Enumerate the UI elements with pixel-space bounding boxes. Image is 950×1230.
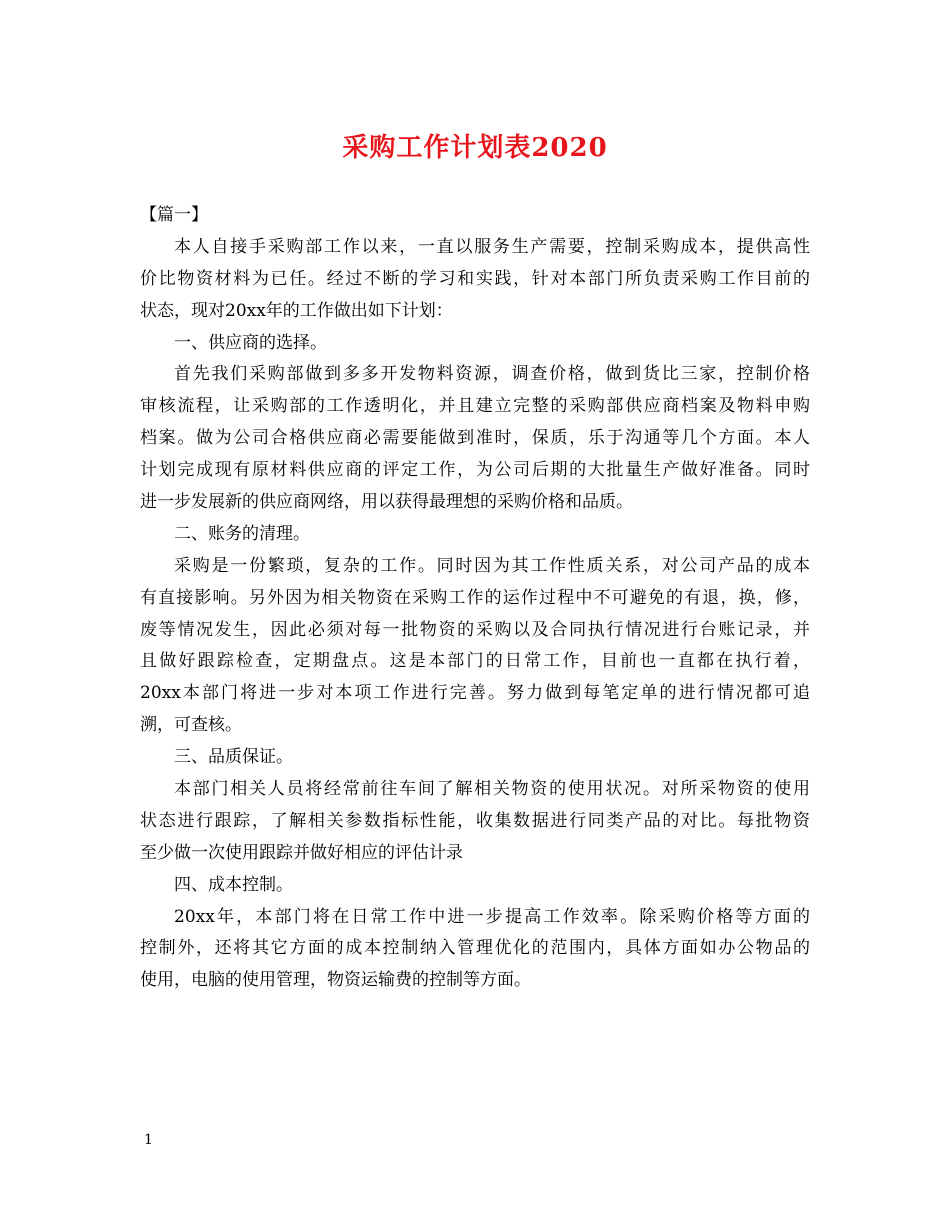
text-line: 至少做一次使用跟踪并做好相应的评估计录 — [140, 842, 463, 863]
text-line: 一、供应商的选择。 — [174, 332, 327, 353]
document-title: 采购工作计划表2020 — [342, 133, 608, 163]
text-line: 进一步发展新的供应商网络，用以获得最理想的采购价格和品质。 — [140, 492, 633, 513]
paragraph-lines — [140, 232, 810, 997]
text-line: 价比物资材料为已任。经过不断的学习和实践，针对本部门所负责采购工作目前的 — [140, 268, 810, 289]
text-line: 采购是一份繁琐，复杂的工作。同时因为其工作性质关系，对公司产品的成本 — [174, 555, 810, 576]
text-line: 三、品质保证。 — [174, 747, 293, 768]
text-line: 首先我们采购部做到多多开发物料资源，调查价格，做到货比三家，控制价格 — [174, 364, 810, 385]
text-line: 且做好跟踪检查，定期盘点。这是本部门的日常工作，目前也一直都在执行着， — [140, 651, 810, 672]
text-line: 20xx本部门将进一步对本项工作进行完善。努力做到每笔定单的进行情况都可追 — [140, 683, 810, 704]
section-tag: 【篇一】 — [140, 205, 208, 225]
document-body — [140, 200, 810, 997]
text-line: 有直接影响。另外因为相关物资在采购工作的运作过程中不可避免的有退，换，修， — [140, 587, 810, 608]
text-line: 溯，可查核。 — [140, 715, 242, 736]
text-line: 控制外，还将其它方面的成本控制纳入管理优化的范围内，具体方面如办公物品的 — [140, 938, 810, 959]
text-line: 废等情况发生，因此必须对每一批物资的采购以及合同执行情况进行台账记录，并 — [140, 619, 810, 640]
text-line: 20xx年，本部门将在日常工作中进一步提高工作效率。除采购价格等方面的 — [174, 906, 810, 927]
page-number: 1 — [144, 1132, 153, 1148]
text-line: 本人自接手采购部工作以来，一直以服务生产需要，控制采购成本，提供高性 — [174, 236, 810, 257]
text-line: 计划完成现有原材料供应商的评定工作，为公司后期的大批量生产做好准备。同时 — [140, 460, 810, 481]
text-line: 四、成本控制。 — [174, 874, 293, 895]
text-line: 状态进行跟踪，了解相关参数指标性能，收集数据进行同类产品的对比。每批物资 — [140, 810, 810, 831]
text-line: 状态，现对20xx年的工作做出如下计划： — [140, 300, 453, 321]
text-line: 档案。做为公司合格供应商必需要能做到准时，保质，乐于沟通等几个方面。本人 — [140, 428, 810, 449]
text-line: 审核流程，让采购部的工作透明化，并且建立完整的采购部供应商档案及物料申购 — [140, 396, 810, 417]
text-line: 使用，电脑的使用管理，物资运输费的控制等方面。 — [140, 970, 531, 991]
text-line: 本部门相关人员将经常前往车间了解相关物资的使用状况。对所采物资的使用 — [174, 779, 810, 800]
text-line: 二、账务的清理。 — [174, 523, 310, 544]
